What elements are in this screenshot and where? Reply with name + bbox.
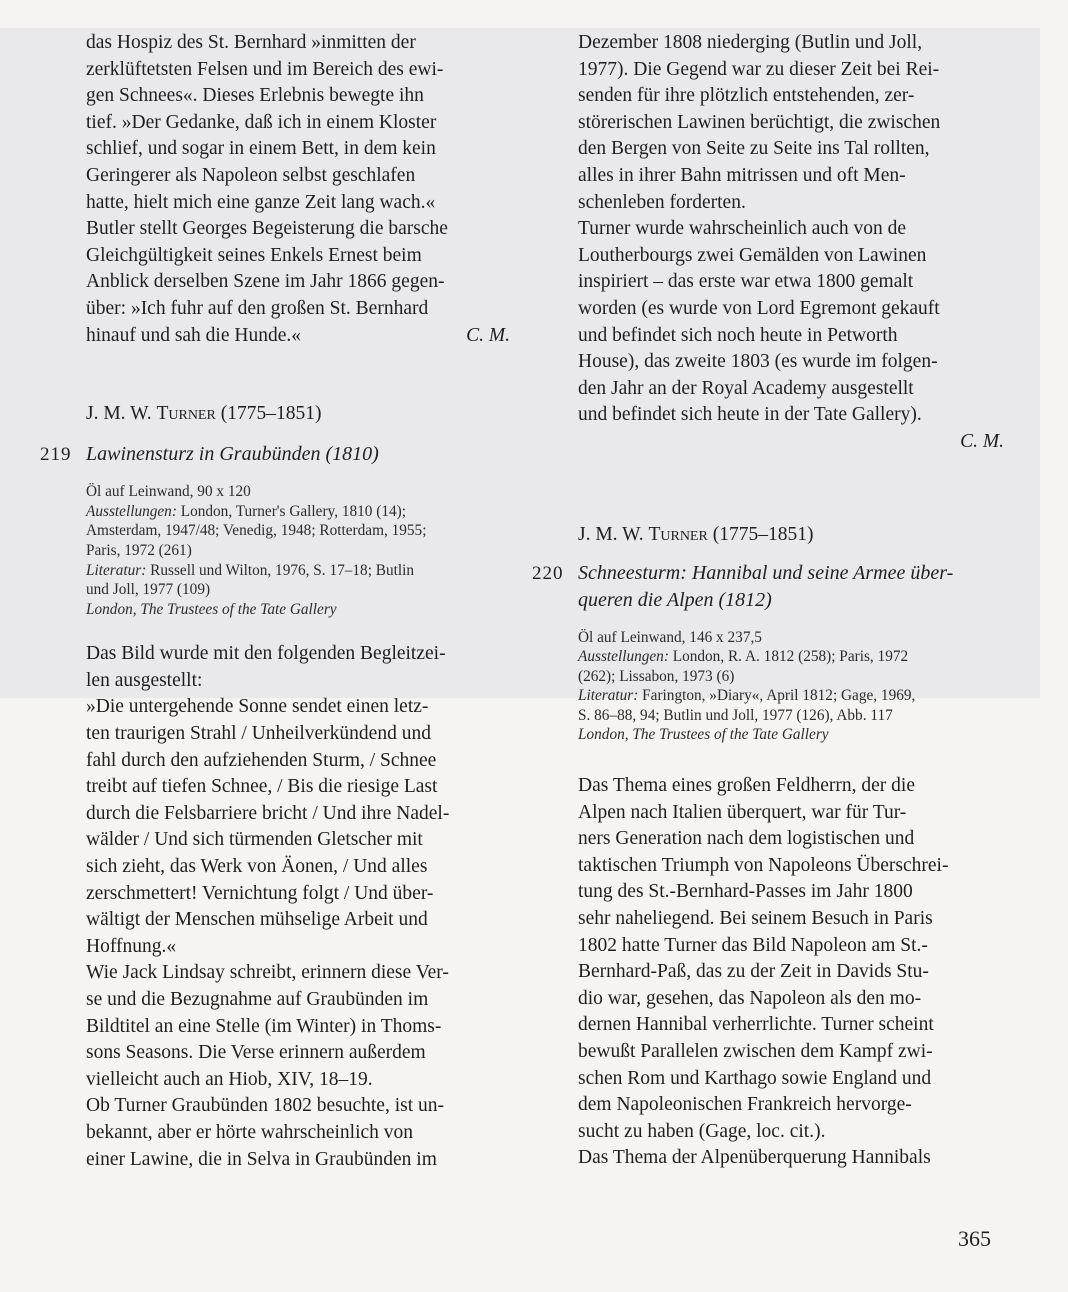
text-line: Loutherbourgs zwei Gemälden von Lawinen xyxy=(578,244,927,266)
text-line: inspiriert – das erste war etwa 1800 gemalt xyxy=(578,271,914,293)
meta-literature: Literatur: Farington, »Diary«, April 1812; Gage, 1969, xyxy=(578,687,916,705)
text-line: schenleben forderten. xyxy=(578,191,746,213)
right-main-text xyxy=(578,773,1004,1172)
text-line: Hoffnung.« xyxy=(86,935,177,957)
text-line: hatte, hielt mich eine ganze Zeit lang wach.« xyxy=(86,191,436,213)
text-line: Alpen nach Italien überquert, war für Tur- xyxy=(578,801,907,823)
text-line: tung des St.-Bernhard-Passes im Jahr 1800 xyxy=(578,881,913,903)
text-line: schen Rom und Karthago sowie England und xyxy=(578,1067,932,1089)
text-line: Bernhard-Paß, das zu der Zeit in Davids Stu- xyxy=(578,961,929,983)
text-line: Das Thema der Alpenüberquerung Hannibals xyxy=(578,1147,931,1169)
text-line: tief. »Der Gedanke, daß ich in einem Kloster xyxy=(86,111,437,133)
left-column xyxy=(40,30,510,1173)
left-main-text xyxy=(86,641,510,1173)
text-line: ten traurigen Strahl / Unheilverkündend und xyxy=(86,723,431,745)
text-line: »Die untergehende Sonne sendet einen letz- xyxy=(86,696,429,718)
text-line: über: »Ich fuhr auf den großen St. Bernhard xyxy=(86,297,429,319)
text-line: zerschmettert! Vernichtung folgt / Und über- xyxy=(86,882,434,904)
text-line: Das Bild wurde mit den folgenden Begleitzei- xyxy=(86,643,446,665)
text-line: bewußt Parallelen zwischen dem Kampf zwi- xyxy=(578,1041,933,1062)
text-line: den Jahr an der Royal Academy ausgestellt xyxy=(578,377,914,399)
text-line: senden für ihre plötzlich entstehenden, zer- xyxy=(578,85,915,107)
meta-owner: London, The Trustees of the Tate Gallery xyxy=(86,600,337,618)
text-line: sons Seasons. Die Verse erinnern außerdem xyxy=(86,1042,426,1064)
text-line: 1802 hatte Turner das Bild Napoleon am St.- xyxy=(578,934,928,956)
text-line: einer Lawine, die in Selva in Graubünden im xyxy=(86,1148,437,1170)
text-line: sucht zu haben (Gage, loc. cit.). xyxy=(578,1120,826,1142)
text-line: Dezember 1808 niederging (Butlin und Joll, xyxy=(578,32,923,53)
text-line: taktischen Triumph von Napoleons Überschrei- xyxy=(578,854,949,876)
entry-number: 219 xyxy=(40,444,72,466)
right-intro-text xyxy=(578,30,1004,456)
text-line: sehr naheliegend. Bei seinem Besuch in Paris xyxy=(578,908,933,930)
entry-metadata xyxy=(578,628,1004,746)
text-line: len ausgestellt: xyxy=(86,669,203,691)
text-line: zerklüftetsten Felsen und im Bereich des ewi- xyxy=(86,58,444,80)
page-number: 365 xyxy=(958,1226,991,1251)
meta-line: (262); Lissabon, 1973 (6) xyxy=(578,667,735,685)
text-line: dem Napoleonischen Frankreich hervorge- xyxy=(578,1094,912,1116)
meta-exhibitions: Ausstellungen: London, Turner's Gallery, 1810 (14); xyxy=(86,502,406,520)
text-line-signed xyxy=(86,323,510,350)
text-line: das Hospiz des St. Bernhard »inmitten der xyxy=(86,32,416,53)
signature: C. M. xyxy=(466,324,510,346)
right-column xyxy=(532,30,1004,1172)
text-line: schlief, und sogar in einem Bett, in dem kein xyxy=(86,138,436,160)
text-line: störerischen Lawinen berüchtigt, die zwischen xyxy=(578,111,941,133)
left-intro-text xyxy=(86,30,510,349)
text-line: dio war, gesehen, das Napoleon als den mo- xyxy=(578,987,922,1009)
meta-line: Paris, 1972 (261) xyxy=(86,541,192,559)
meta-line: und Joll, 1977 (109) xyxy=(86,581,211,599)
text-line: ners Generation nach dem logistischen und xyxy=(578,828,915,850)
text-line: Ob Turner Graubünden 1802 besuchte, ist un- xyxy=(86,1095,444,1117)
meta-owner: London, The Trustees of the Tate Gallery xyxy=(578,726,829,744)
text-line: sich zieht, das Werk von Äonen, / Und alles xyxy=(86,856,428,878)
text-line: Gleichgültigkeit seines Enkels Ernest beim xyxy=(86,244,422,266)
entry-title: 219 Lawinensturz in Graubünden (1810) xyxy=(86,441,510,468)
text-line: 1977). Die Gegend war zu dieser Zeit bei Rei- xyxy=(578,58,940,80)
text-line: se und die Bezugnahme auf Graubünden im xyxy=(86,989,429,1010)
text-line: fahl durch den aufziehenden Sturm, / Schnee xyxy=(86,749,437,771)
text-line: und befindet sich noch heute in Petworth xyxy=(578,324,898,346)
meta-medium: Öl auf Leinwand, 90 x 120 xyxy=(86,483,251,501)
entry-title: 220 Schneesturm: Hannibal und seine Armee über- queren die Alpen (1812) xyxy=(532,561,954,611)
text-line: durch die Felsbarriere bricht / Und ihre Nadel- xyxy=(86,802,450,824)
text-line: dernen Hannibal verherrlichte. Turner scheint xyxy=(578,1014,934,1036)
text-line: treibt auf tiefen Schnee, / Bis die riesige Last xyxy=(86,776,438,798)
text-line: Butler stellt Georges Begeisterung die barsche xyxy=(86,218,448,240)
entry-metadata xyxy=(86,482,510,619)
meta-line: Amsterdam, 1947/48; Venedig, 1948; Rotterdam, 1955; xyxy=(86,522,427,540)
entry-number: 220 xyxy=(532,562,564,584)
text-line: wältigt der Menschen mühselige Arbeit und xyxy=(86,909,428,931)
text-line: alles in ihrer Bahn mitrissen und oft Men- xyxy=(578,164,906,186)
text-line: Wie Jack Lindsay schreibt, erinnern diese Ver- xyxy=(86,962,449,984)
text-line: wälder / Und sich türmenden Gletscher mit xyxy=(86,829,423,851)
text-line: den Bergen von Seite zu Seite ins Tal rollten, xyxy=(578,138,930,160)
meta-literature: Literatur: Russell und Wilton, 1976, S. 17–18; Butlin xyxy=(86,561,415,579)
text-line: Anblick derselben Szene im Jahr 1866 gegen- xyxy=(86,271,445,293)
meta-line: S. 86–88, 94; Butlin und Joll, 1977 (126), Abb. 117 xyxy=(578,706,893,724)
text-line: worden (es wurde von Lord Egremont gekauft xyxy=(578,297,940,319)
text-line: bekannt, aber er hörte wahrscheinlich von xyxy=(86,1121,414,1143)
text-line: Bildtitel an eine Stelle (im Winter) in Thoms- xyxy=(86,1015,442,1037)
entry-author: J. M. W. Turner (1775–1851) xyxy=(86,403,322,425)
text-line: gen Schnees«. Dieses Erlebnis bewegte ihn xyxy=(86,85,424,107)
signature: C. M. xyxy=(960,430,1004,452)
entry-author: J. M. W. Turner (1775–1851) xyxy=(578,523,814,545)
text-line: Turner wurde wahrscheinlich auch von de xyxy=(578,218,906,240)
text-line: und befindet sich heute in der Tate Gallery). xyxy=(578,404,922,426)
text-line: House), das zweite 1803 (es wurde im folgen- xyxy=(578,351,938,373)
text-line: Das Thema eines großen Feldherrn, der die xyxy=(578,775,915,797)
text-line: Geringerer als Napoleon selbst geschlafen xyxy=(86,164,416,186)
meta-medium: Öl auf Leinwand, 146 x 237,5 xyxy=(578,628,762,646)
text-line: hinauf und sah die Hunde.« xyxy=(86,324,301,346)
text-line: vielleicht auch an Hiob, XIV, 18–19. xyxy=(86,1068,373,1090)
meta-exhibitions: Ausstellungen: London, R. A. 1812 (258); Paris, 1972 xyxy=(578,648,909,666)
